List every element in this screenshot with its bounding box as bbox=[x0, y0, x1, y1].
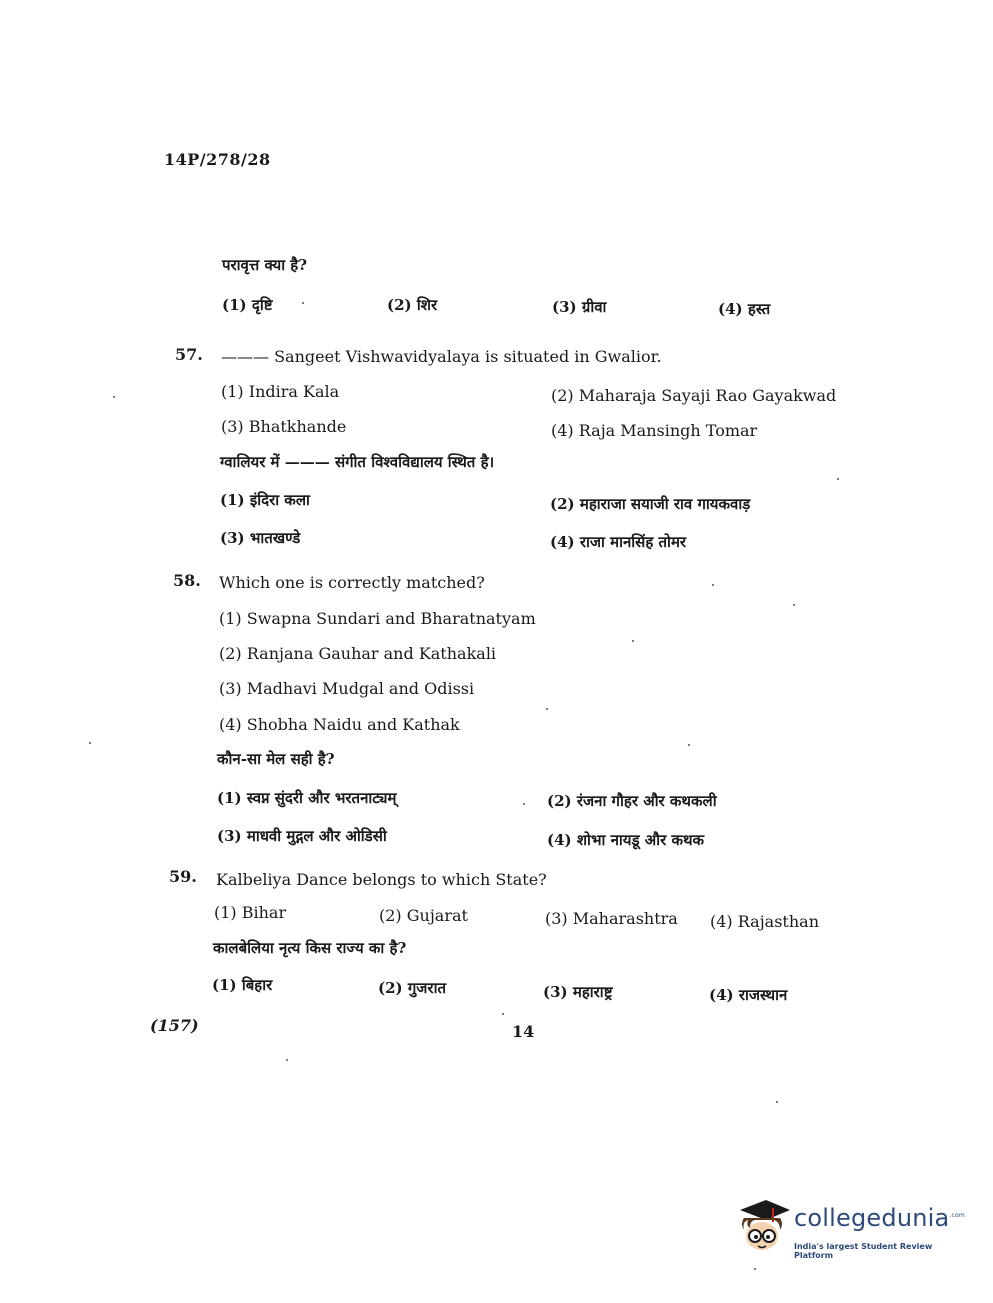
q59-option-3-hi: (3) महाराष्ट्र bbox=[543, 983, 613, 1001]
q59-question-en: Kalbeliya Dance belongs to which State? bbox=[216, 870, 547, 889]
q59-option-1-en: (1) Bihar bbox=[214, 903, 287, 922]
q59-option-4-en: (4) Rajasthan bbox=[710, 912, 819, 931]
q57-option-2-hi: (2) महाराजा सयाजी राव गायकवाड़ bbox=[550, 495, 751, 513]
q56-hindi-tail: परावृत्त क्या है? bbox=[222, 256, 308, 274]
booklet-code: (157) bbox=[150, 1016, 199, 1035]
q56-option-4-hi: (4) हस्त bbox=[718, 300, 771, 318]
q59-option-2-hi: (2) गुजरात bbox=[378, 979, 446, 997]
q58-number: 58. bbox=[173, 571, 201, 590]
q57-option-3-hi: (3) भातखण्डे bbox=[220, 529, 301, 547]
q59-option-3-en: (3) Maharashtra bbox=[545, 909, 678, 928]
q58-option-3-en: (3) Madhavi Mudgal and Odissi bbox=[219, 679, 475, 698]
q57-option-4-hi: (4) राजा मानसिंह तोमर bbox=[550, 533, 687, 551]
q59-question-hi: कालबेलिया नृत्य किस राज्य का है? bbox=[213, 939, 407, 957]
q57-option-1-hi: (1) इंदिरा कला bbox=[220, 491, 310, 509]
q58-option-4-en: (4) Shobha Naidu and Kathak bbox=[219, 715, 460, 734]
q58-option-2-hi: (2) रंजना गौहर और कथकली bbox=[547, 792, 717, 810]
q59-option-4-hi: (4) राजस्थान bbox=[709, 986, 788, 1004]
q57-option-3-en: (3) Bhatkhande bbox=[221, 417, 347, 436]
q58-option-4-hi: (4) शोभा नायडू और कथक bbox=[547, 831, 705, 849]
q57-option-1-en: (1) Indira Kala bbox=[221, 382, 340, 401]
q59-option-2-en: (2) Gujarat bbox=[379, 906, 468, 925]
q57-option-4-en: (4) Raja Mansingh Tomar bbox=[551, 421, 758, 440]
logo-tagline: India's largest Student Review Platform bbox=[794, 1242, 933, 1260]
q58-option-3-hi: (3) माधवी मुद्गल और ओडिसी bbox=[217, 827, 387, 845]
q56-option-2-hi: (2) शिर bbox=[387, 296, 438, 314]
q57-question-hi: ग्वालियर में ——— संगीत विश्वविद्यालय स्थित है। bbox=[220, 453, 495, 471]
q59-option-1-hi: (1) बिहार bbox=[212, 976, 273, 994]
logo-wordmark: collegedunia$^{.com}$ bbox=[794, 1204, 965, 1232]
q57-option-2-en: (2) Maharaja Sayaji Rao Gayakwad bbox=[551, 386, 837, 405]
q57-question-en: ——— Sangeet Vishwavidyalaya is situated in Gwalior. bbox=[221, 347, 662, 366]
q56-option-3-hi: (3) ग्रीवा bbox=[552, 298, 607, 316]
q58-option-1-hi: (1) स्वप्न सुंदरी और भरतनाट्यम् bbox=[217, 789, 397, 807]
q58-option-2-en: (2) Ranjana Gauhar and Kathakali bbox=[219, 644, 497, 663]
page-number: 14 bbox=[512, 1022, 535, 1041]
student-mascot-icon bbox=[734, 1196, 792, 1256]
q56-option-1-hi: (1) दृष्टि bbox=[222, 296, 273, 314]
q58-question-hi: कौन-सा मेल सही है? bbox=[217, 750, 335, 768]
paper-code: 14P/278/28 bbox=[164, 150, 271, 169]
collegedunia-logo bbox=[734, 1196, 964, 1258]
q59-number: 59. bbox=[169, 867, 197, 886]
q58-question-en: Which one is correctly matched? bbox=[219, 573, 485, 592]
q57-number: 57. bbox=[175, 345, 203, 364]
q58-option-1-en: (1) Swapna Sundari and Bharatnatyam bbox=[219, 609, 536, 628]
